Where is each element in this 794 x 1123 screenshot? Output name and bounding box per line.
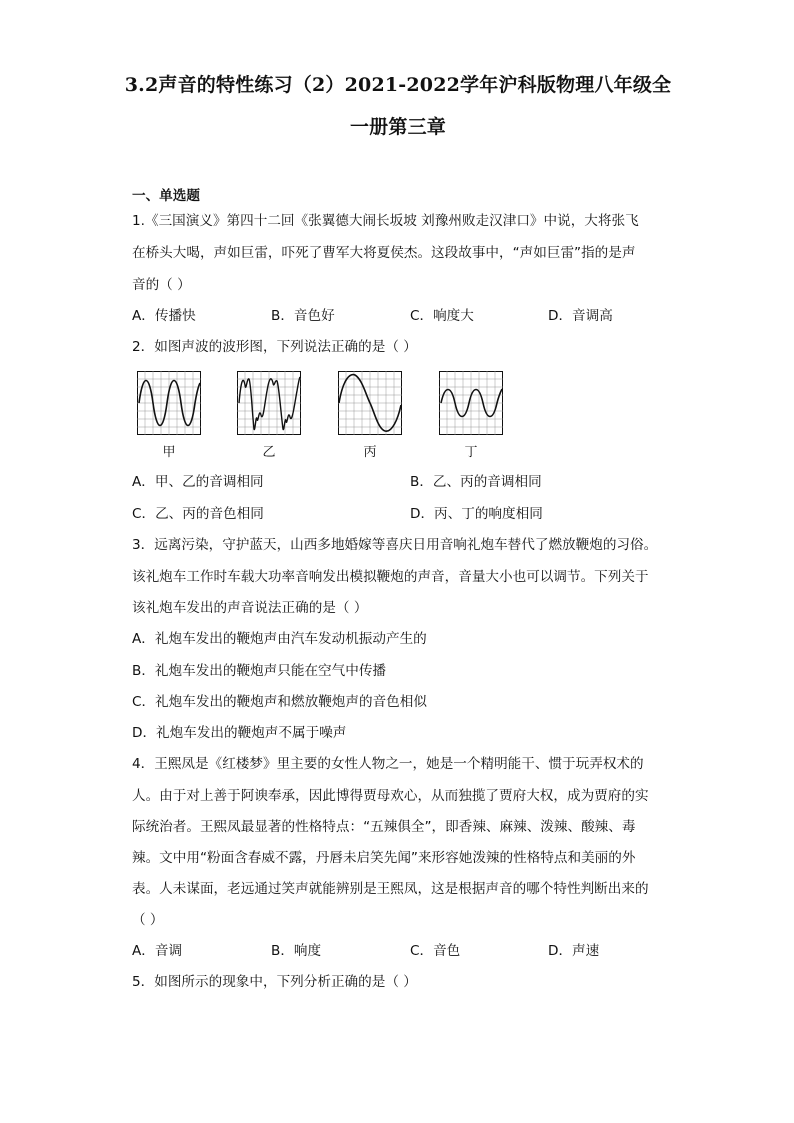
q4-line: 4．王熙凤是《红楼梦》里主要的女性人物之一，她是一个精明能干、惯于玩弄权术的 <box>132 756 644 772</box>
q3-line: 该礼炮车工作时车载大功率音响发出模拟鞭炮的声音，音量大小也可以调节。下列关于 <box>132 569 649 585</box>
q4-option-c[interactable]: C．音色 <box>410 943 461 959</box>
waveform-yi <box>237 371 301 435</box>
q3-option-a[interactable]: A．礼炮车发出的鞭炮声由汽车发动机振动产生的 <box>132 631 427 647</box>
q4-line: 人。由于对上善于阿谀奉承，因此博得贾母欢心，从而独揽了贾府大权，成为贾府的实 <box>132 788 649 804</box>
q1-line: 在桥头大喝，声如巨雷，吓死了曹军大将夏侯杰。这段故事中，“声如巨雷”指的是声 <box>132 245 636 261</box>
q3-option-c[interactable]: C．礼炮车发出的鞭炮声和燃放鞭炮声的音色相似 <box>132 694 427 710</box>
q1-line: 1.《三国演义》第四十二回《张翼德大闹长坂坡 刘豫州败走汉津口》中说，大将张飞 <box>132 213 639 229</box>
waveform-jia <box>137 371 201 435</box>
q3-line: 该礼炮车发出的声音说法正确的是（ ） <box>132 600 368 616</box>
waveform-ding <box>439 371 503 435</box>
q4-option-a[interactable]: A．音调 <box>132 943 183 959</box>
q2-option-c[interactable]: C．乙、丙的音色相同 <box>132 506 264 522</box>
q2-option-b[interactable]: B．乙、丙的音调相同 <box>410 474 542 490</box>
q4-line: 表。人未谋面，老远通过笑声就能辨别是王熙凤，这是根据声音的哪个特性判断出来的 <box>132 881 649 897</box>
q5-line: 5．如图所示的现象中，下列分析正确的是（ ） <box>132 974 417 990</box>
q1-option-b[interactable]: B．音色好 <box>271 308 335 324</box>
document-title-line2: 一册第三章 <box>349 116 446 138</box>
waveform-label-yi: 乙 <box>262 445 276 460</box>
q3-option-d[interactable]: D．礼炮车发出的鞭炮声不属于噪声 <box>132 725 347 741</box>
q1-option-a[interactable]: A．传播快 <box>132 308 196 324</box>
waveform-label-bing: 丙 <box>363 445 377 460</box>
q4-option-b[interactable]: B．响度 <box>271 943 322 959</box>
section-heading: 一、单选题 <box>132 188 200 204</box>
q3-line: 3．远离污染，守护蓝天，山西多地婚嫁等喜庆日用音响礼炮车替代了燃放鞭炮的习俗。 <box>132 537 658 553</box>
document-title-line1: 3.2声音的特性练习（2）2021-2022学年沪科版物理八年级全 <box>124 74 672 96</box>
q4-line: 辣。文中用“粉面含春威不露，丹唇未启笑先闻”来形容她泼辣的性格特点和美丽的外 <box>132 850 636 866</box>
q4-option-d[interactable]: D．声速 <box>548 943 600 959</box>
q1-option-d[interactable]: D．音调高 <box>548 308 613 324</box>
q1-option-c[interactable]: C．响度大 <box>410 308 474 324</box>
q2-option-d[interactable]: D．丙、丁的响度相同 <box>410 506 543 522</box>
waveform-label-jia: 甲 <box>162 445 176 460</box>
q2-line: 2．如图声波的波形图，下列说法正确的是（ ） <box>132 339 417 355</box>
q4-line: （ ） <box>132 912 164 928</box>
waveform-label-ding: 丁 <box>464 445 478 460</box>
q1-line: 音的（ ） <box>132 277 191 293</box>
q4-line: 际统治者。王熙凤最显著的性格特点：“五辣俱全”，即香辣、麻辣、泼辣、酸辣、毒 <box>132 819 636 835</box>
q3-option-b[interactable]: B．礼炮车发出的鞭炮声只能在空气中传播 <box>132 663 387 679</box>
q2-option-a[interactable]: A．甲、乙的音调相同 <box>132 474 264 490</box>
waveform-bing <box>338 371 402 435</box>
